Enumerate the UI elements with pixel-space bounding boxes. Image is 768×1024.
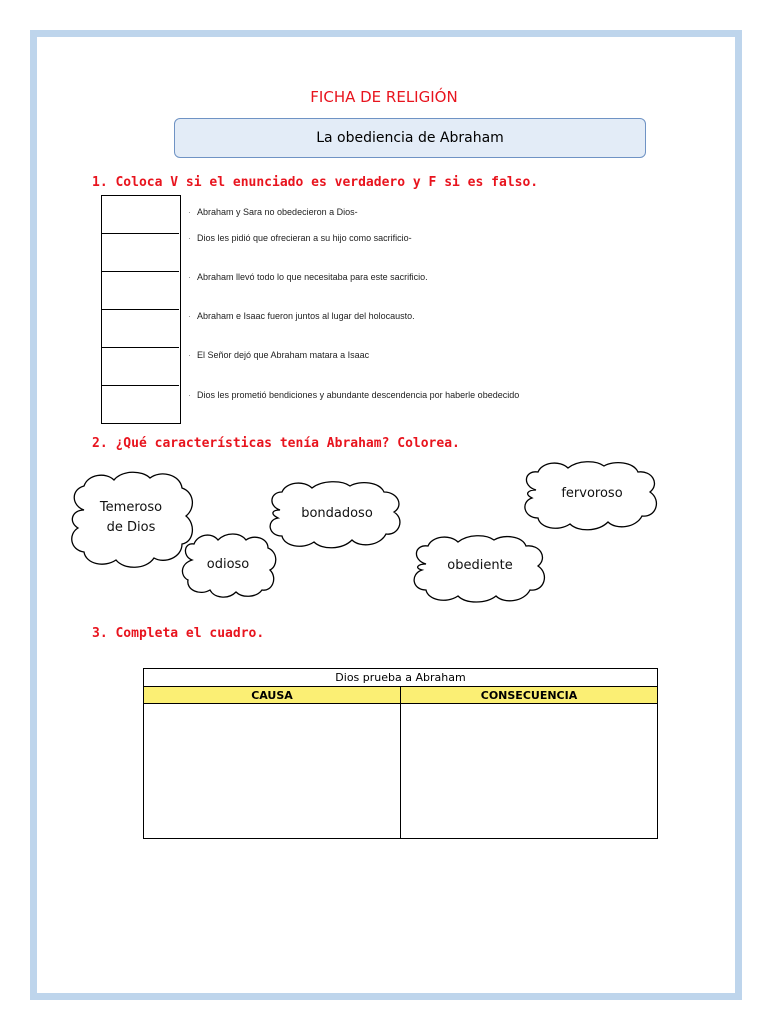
statement-3: · Abraham llevó todo lo que necesitaba para este sacrificio. — [188, 272, 428, 282]
statement-text: Dios les pidió que ofrecieran a su hijo como sacrificio- — [197, 233, 412, 243]
answer-box-divider — [102, 309, 179, 310]
page-title: FICHA DE RELIGIÓN — [310, 88, 458, 106]
statement-text: Abraham y Sara no obedecieron a Dios- — [197, 207, 358, 217]
statement-4: · Abraham e Isaac fueron juntos al lugar del holocausto. — [188, 311, 415, 321]
statement-text: Abraham e Isaac fueron juntos al lugar del holocausto. — [197, 311, 415, 321]
statement-5: · El Señor dejó que Abraham matara a Isaac — [188, 350, 370, 360]
answer-box-divider — [102, 347, 179, 348]
cloud-label-line: de Dios — [106, 520, 156, 535]
section1-heading: 1. Coloca V si el enunciado es verdadero y F si es falso. — [92, 175, 539, 190]
section3-heading: 3. Completa el cuadro. — [92, 626, 265, 641]
answer-boxes — [101, 195, 181, 424]
subtitle-text: La obediencia de Abraham — [316, 130, 504, 146]
answer-box-divider — [102, 271, 179, 272]
statement-1: · Abraham y Sara no obedecieron a Dios- — [188, 207, 358, 217]
table-title: Dios prueba a Abraham — [144, 669, 658, 687]
cloud-bondadoso[interactable] — [262, 480, 412, 550]
answer-box-divider — [102, 233, 179, 234]
column-header-causa: CAUSA — [144, 687, 401, 704]
consecuencia-cell[interactable] — [401, 704, 658, 839]
section2-heading: 2. ¿Qué características tenía Abraham? Colorea. — [92, 436, 460, 451]
statement-6: · Dios les prometió bendiciones y abundante descendencia por haberle obedecido — [188, 390, 520, 400]
answer-box-divider — [102, 385, 179, 386]
statement-text: Dios les prometió bendiciones y abundante descendencia por haberle obedecido — [197, 390, 520, 400]
subtitle-box — [174, 118, 646, 158]
causa-cell[interactable] — [144, 704, 401, 839]
cause-consequence-table — [143, 668, 658, 839]
cloud-label: odioso — [206, 557, 250, 572]
cloud-label: fervoroso — [561, 486, 623, 501]
statement-2: · Dios les pidió que ofrecieran a su hijo como sacrificio- — [188, 233, 412, 243]
column-header-consecuencia: CONSECUENCIA — [401, 687, 658, 704]
cloud-odioso[interactable] — [178, 532, 278, 598]
statement-text: El Señor dejó que Abraham matara a Isaac — [197, 350, 370, 360]
cloud-obediente[interactable] — [408, 534, 552, 604]
cloud-fervoroso[interactable] — [518, 460, 666, 532]
statement-text: Abraham llevó todo lo que necesitaba para este sacrificio. — [197, 272, 428, 282]
cloud-label: bondadoso — [301, 506, 373, 521]
cloud-label: obediente — [447, 558, 513, 573]
cloud-label-line: Temeroso — [99, 500, 163, 515]
